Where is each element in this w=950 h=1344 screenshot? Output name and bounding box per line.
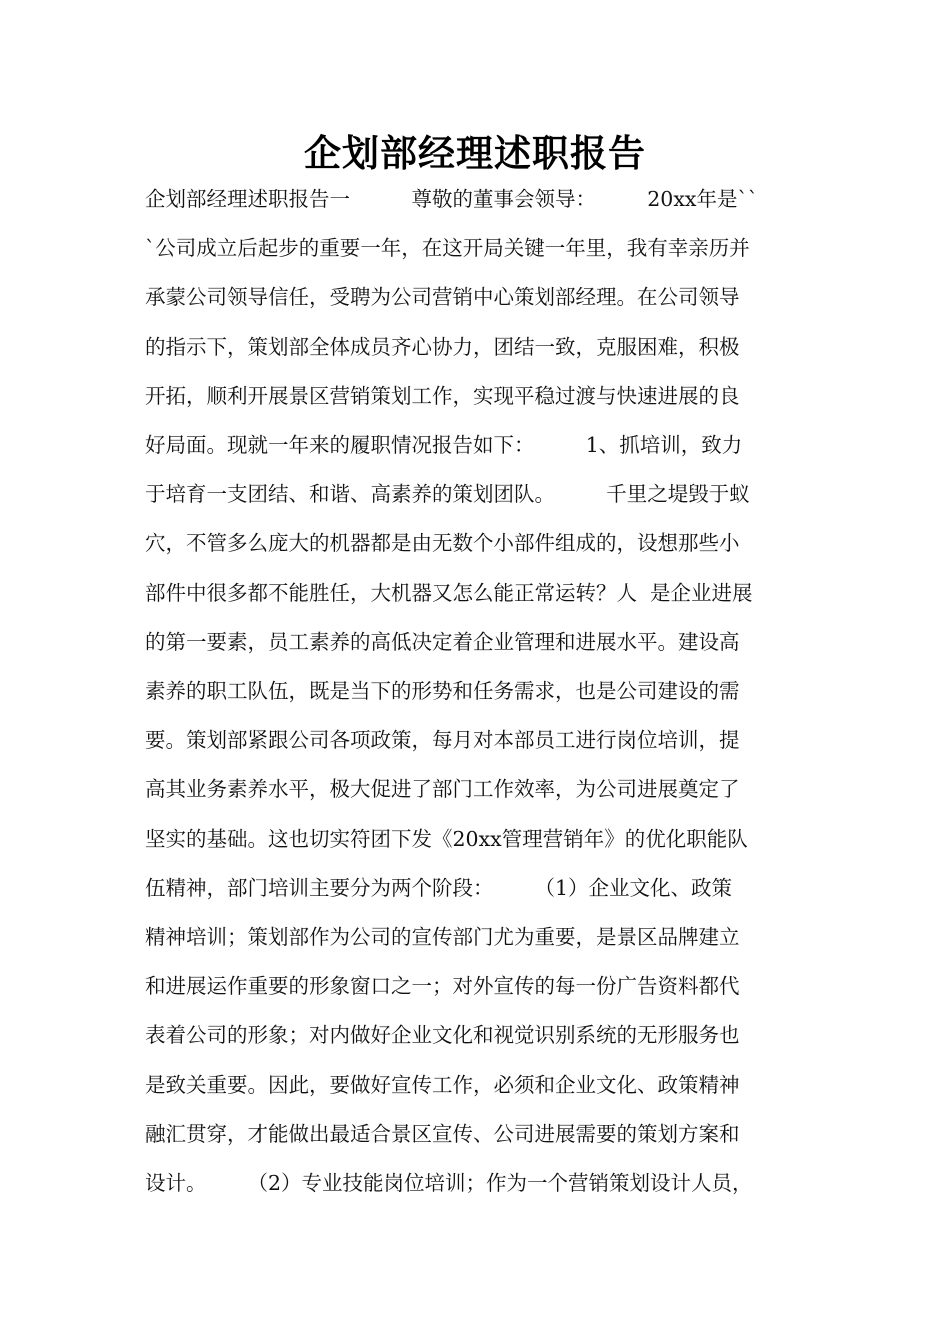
body-text-line: `公司成立后起步的重要一年，在这开局关键一年里，我有幸亲历并 xyxy=(145,236,750,260)
body-text-line: 于培育一支团结、和谐、高素养的策划团队。 千里之堤毁于蚁 xyxy=(145,482,750,506)
body-text-line: 承蒙公司领导信任，受聘为公司营销中心策划部经理。在公司领导 xyxy=(145,285,740,309)
body-text-line: 好局面。现就一年来的履职情况报告如下： 1、抓培训，致力 xyxy=(145,433,743,457)
body-text-line: 精神培训；策划部作为公司的宣传部门尤为重要，是景区品牌建立 xyxy=(145,925,740,949)
body-text-line: 融汇贯穿，才能做出最适合景区宣传、公司进展需要的策划方案和 xyxy=(145,1122,740,1146)
body-text-line: 企划部经理述职报告一 尊敬的董事会领导： 20xx年是`` xyxy=(145,187,758,211)
body-text-line: 高其业务素养水平，极大促进了部门工作效率，为公司进展奠定了 xyxy=(145,777,740,801)
document-title: 企划部经理述职报告 xyxy=(304,132,646,175)
body-text-line: 素养的职工队伍，既是当下的形势和任务需求，也是公司建设的需 xyxy=(145,679,740,703)
body-text-line: 是致关重要。因此，要做好宣传工作，必须和企业文化、政策精神 xyxy=(145,1073,740,1097)
body-text-line: 要。策划部紧跟公司各项政策，每月对本部员工进行岗位培训，提 xyxy=(145,728,740,752)
body-text-line: 设计。 （2）专业技能岗位培训；作为一个营销策划设计人员， xyxy=(145,1171,753,1195)
body-text-line: 开拓，顺利开展景区营销策划工作，实现平稳过渡与快速进展的良 xyxy=(145,384,740,408)
body-text-line: 表着公司的形象；对内做好企业文化和视觉识别系统的无形服务也 xyxy=(145,1023,740,1047)
body-text-line: 伍精神，部门培训主要分为两个阶段： （1）企业文化、政策 xyxy=(145,876,733,900)
body-text-line: 穴，不管多么庞大的机器都是由无数个小部件组成的，设想那些小 xyxy=(145,531,740,555)
body-text-line: 部件中很多都不能胜任，大机器又怎么能正常运转？人 是企业进展 xyxy=(145,581,753,605)
body-text-line: 和进展运作重要的形象窗口之一；对外宣传的每一份广告资料都代 xyxy=(145,974,740,998)
body-text-line: 的指示下，策划部全体成员齐心协力，团结一致，克服困难，积极 xyxy=(145,335,740,359)
body-text-line: 的第一要素，员工素养的高低决定着企业管理和进展水平。建设高 xyxy=(145,630,740,654)
body-text-line: 坚实的基础。这也切实符团下发《20xx管理营销年》的优化职能队 xyxy=(145,827,748,851)
